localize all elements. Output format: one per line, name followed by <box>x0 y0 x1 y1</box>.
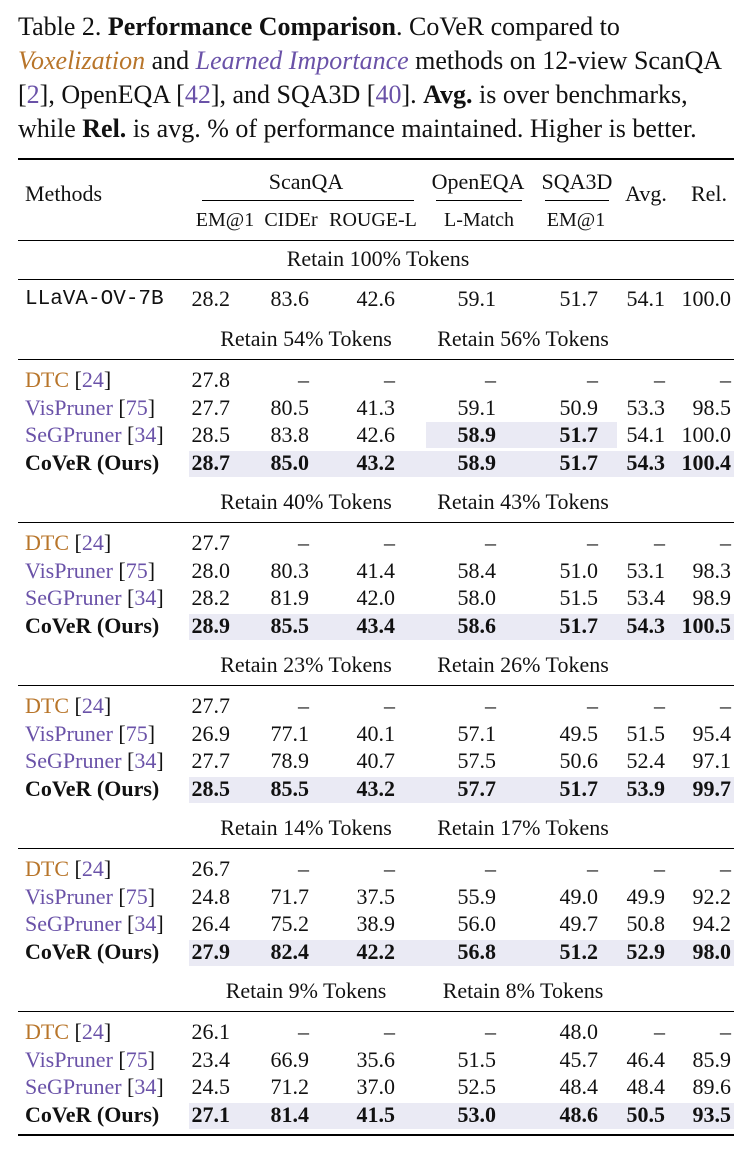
table-cell: 58.9 <box>457 422 496 447</box>
section-label-right: Retain 43% Tokens <box>437 489 609 514</box>
table-cell: 28.2 <box>191 286 230 311</box>
table-cell: 41.3 <box>356 394 395 420</box>
table-cell: 28.9 <box>191 612 230 638</box>
table-cell: 54.1 <box>626 422 665 447</box>
method-label: DTC <box>25 856 69 881</box>
table-cell: 89.6 <box>692 1074 731 1099</box>
table-cell: – <box>384 367 395 392</box>
table-cell: – <box>485 1019 496 1044</box>
header-em1: EM@1 <box>195 209 255 231</box>
citation-link[interactable]: 34 <box>134 748 157 773</box>
table-cell: – <box>298 693 309 718</box>
method-label: DTC <box>25 530 69 555</box>
table-cell: 98.5 <box>692 394 731 420</box>
table-cell: 83.8 <box>270 422 309 447</box>
method-name: DTC [24] <box>25 1019 112 1044</box>
table-cell: 51.7 <box>559 286 598 311</box>
table-cell: 51.5 <box>626 720 665 746</box>
table-cell: – <box>587 856 598 881</box>
header-sqa3d: SQA3D <box>541 169 613 194</box>
table-cell: 77.1 <box>270 720 309 746</box>
citation-link[interactable]: 75 <box>125 1046 148 1072</box>
table-caption: Table 2. Performance Comparison. CoVeR compared to Voxelization and Learned Importance methods on 12-view ScanQA [2], OpenEQA [42], and SQA3D [40]. Avg. is over benchmarks, while Rel. is avg. % of performance maintained. Higher is better. <box>18 12 721 143</box>
table-cell: 26.4 <box>191 911 230 936</box>
table-cell: 78.9 <box>270 748 309 773</box>
method-label: SeGPruner <box>25 585 122 610</box>
section-label-left: Retain 40% Tokens <box>220 489 392 514</box>
method-name: VisPruner [75] <box>25 394 156 420</box>
table-cell: 53.3 <box>626 394 665 420</box>
section-label-right: Retain 17% Tokens <box>437 815 609 840</box>
table-cell: 23.4 <box>191 1046 230 1072</box>
table-cell: 55.9 <box>457 883 496 909</box>
table-cell: 58.4 <box>457 557 496 583</box>
table-cell: 53.1 <box>626 557 665 583</box>
table-cell: – <box>654 693 665 718</box>
method-label: CoVeR (Ours) <box>25 1101 160 1127</box>
table-cell: 27.9 <box>191 938 230 964</box>
table-cell: 42.2 <box>356 938 395 964</box>
header-rel: Rel. <box>690 181 728 206</box>
table-cell: 85.0 <box>270 449 309 475</box>
method-label: CoVeR (Ours) <box>25 775 160 801</box>
method-label: DTC <box>25 1019 69 1044</box>
table-cell: 52.9 <box>626 938 665 964</box>
table-cell: 42.0 <box>356 585 395 610</box>
method-name: VisPruner [75] <box>25 1046 156 1072</box>
citation-link[interactable]: 24 <box>81 1019 104 1044</box>
section-label-left: Retain 54% Tokens <box>220 326 392 351</box>
table-cell: – <box>384 693 395 718</box>
method-name: DTC [24] <box>25 530 112 555</box>
table-cell: 49.5 <box>559 720 598 746</box>
method-label: CoVeR (Ours) <box>25 449 160 475</box>
method-label: SeGPruner <box>25 911 122 936</box>
citation-link[interactable]: 40 <box>375 80 402 109</box>
citation-link[interactable]: 34 <box>134 1074 157 1099</box>
table-cell: 27.7 <box>191 693 230 718</box>
table-cell: 28.2 <box>191 585 230 610</box>
sqa3d-underline <box>545 200 609 201</box>
table-cell: 59.1 <box>457 394 496 420</box>
table-cell: 54.1 <box>626 286 665 311</box>
table-cell: 50.6 <box>559 748 598 773</box>
section-label-left: Retain 23% Tokens <box>220 652 392 677</box>
table-cell: – <box>384 530 395 555</box>
table-cell: 41.5 <box>356 1101 395 1127</box>
table-cell: 27.8 <box>191 367 230 392</box>
table-cell: – <box>384 1019 395 1044</box>
method-label: VisPruner <box>25 557 113 583</box>
table-cell: 26.1 <box>191 1019 230 1044</box>
table-cell: – <box>720 693 731 718</box>
section-label-right: Retain 26% Tokens <box>437 652 609 677</box>
method-label: CoVeR (Ours) <box>25 612 160 638</box>
method-label: DTC <box>25 367 69 392</box>
table-cell: 94.2 <box>692 911 731 936</box>
table-cell: 95.4 <box>692 720 731 746</box>
table-cell: 41.4 <box>356 557 395 583</box>
table-cell: 27.7 <box>191 394 230 420</box>
table-cell: 50.5 <box>626 1101 665 1127</box>
table-cell: 28.5 <box>191 422 230 447</box>
table-cell: 45.7 <box>559 1046 598 1072</box>
table-cell: 51.2 <box>559 938 598 964</box>
table-cell: 51.7 <box>559 422 598 447</box>
header-methods: Methods <box>25 181 102 206</box>
citation-link[interactable]: 24 <box>81 856 104 881</box>
method-name: SeGPruner [34] <box>25 1074 164 1099</box>
table-cell: – <box>298 856 309 881</box>
method-name: SeGPruner [34] <box>25 585 164 610</box>
citation-link[interactable]: 75 <box>125 557 148 583</box>
citation-link[interactable]: 75 <box>125 720 148 746</box>
table-cell: – <box>485 367 496 392</box>
section-rule <box>18 279 734 280</box>
citation-link[interactable]: 34 <box>134 422 157 447</box>
table-cell: 24.8 <box>191 883 230 909</box>
table-cell: 58.9 <box>457 449 496 475</box>
table-cell: 42.6 <box>356 422 395 447</box>
table-cell: 28.5 <box>191 775 230 801</box>
table-cell: 97.1 <box>692 748 731 773</box>
table-cell: 46.4 <box>626 1046 665 1072</box>
section-rule <box>18 359 734 360</box>
table-cell: 48.4 <box>559 1074 598 1099</box>
header-scanqa: ScanQA <box>268 169 344 194</box>
table-cell: 57.7 <box>457 775 496 801</box>
table-cell: – <box>720 1019 731 1044</box>
method-label: VisPruner <box>25 720 113 746</box>
method-label: CoVeR (Ours) <box>25 938 160 964</box>
table-cell: – <box>720 530 731 555</box>
method-label: SeGPruner <box>25 1074 122 1099</box>
table-cell: 50.8 <box>626 911 665 936</box>
table-cell: 98.9 <box>692 585 731 610</box>
caption-label: Table 2. <box>18 12 102 41</box>
table-cell: – <box>384 856 395 881</box>
table-cell: – <box>720 367 731 392</box>
table-cell: 81.4 <box>270 1101 309 1127</box>
method-label: VisPruner <box>25 394 113 420</box>
table-cell: 51.7 <box>559 449 598 475</box>
table-cell: 81.9 <box>270 585 309 610</box>
citation-link[interactable]: 75 <box>125 883 148 909</box>
table-cell: – <box>654 530 665 555</box>
table-cell: 40.1 <box>356 720 395 746</box>
method-name: SeGPruner [34] <box>25 911 164 936</box>
table-cell: – <box>587 693 598 718</box>
table-cell: 53.4 <box>626 585 665 610</box>
table-cell: 51.7 <box>559 775 598 801</box>
method-name: VisPruner [75] <box>25 720 156 746</box>
method-name <box>25 449 159 477</box>
method-name <box>25 612 159 640</box>
table-cell: 24.5 <box>191 1074 230 1099</box>
method-name: SeGPruner [34] <box>25 422 164 447</box>
section-rule <box>18 685 734 686</box>
header-em1-sqa: EM@1 <box>546 209 606 231</box>
table-cell: 51.5 <box>559 585 598 610</box>
citation-link[interactable]: 34 <box>134 911 157 936</box>
method-name <box>25 938 159 966</box>
method-label: DTC <box>25 693 69 718</box>
table-cell: – <box>298 367 309 392</box>
table-cell: – <box>654 856 665 881</box>
table-cell: 28.0 <box>191 557 230 583</box>
section-label-right: Retain 56% Tokens <box>437 326 609 351</box>
table-cell: – <box>654 367 665 392</box>
table-cell: 57.5 <box>457 748 496 773</box>
table-cell: 53.0 <box>457 1101 496 1127</box>
openeqa-underline <box>436 200 522 201</box>
section-label-baseline: Retain 100% Tokens <box>286 246 470 271</box>
table-cell: 57.1 <box>457 720 496 746</box>
table-cell: 58.0 <box>457 585 496 610</box>
method-name: DTC [24] <box>25 367 112 392</box>
table-cell: 27.7 <box>191 530 230 555</box>
table-cell: 71.2 <box>270 1074 309 1099</box>
citation-link[interactable]: 34 <box>134 585 157 610</box>
table-cell: 82.4 <box>270 938 309 964</box>
header-rouge: ROUGE-L <box>329 209 417 231</box>
header-rule <box>18 240 734 241</box>
table-cell: 56.8 <box>457 938 496 964</box>
table-cell: 100.0 <box>681 286 731 311</box>
citation-link[interactable]: 75 <box>125 394 148 420</box>
method-label: VisPruner <box>25 883 113 909</box>
table-cell: 59.1 <box>457 286 496 311</box>
table-cell: 58.6 <box>457 612 496 638</box>
header-cider: CIDEr <box>264 209 318 231</box>
table-cell: 98.3 <box>692 557 731 583</box>
learned-importance-term: Learned Importance <box>195 46 409 75</box>
table-cell: 100.0 <box>681 422 731 447</box>
table-cell: 35.6 <box>356 1046 395 1072</box>
section-label-left: Retain 9% Tokens <box>225 978 387 1003</box>
method-name <box>25 775 159 803</box>
citation-link[interactable]: 24 <box>81 530 104 555</box>
method-name: DTC [24] <box>25 693 112 718</box>
method-label: SeGPruner <box>25 422 122 447</box>
section-rule <box>18 848 734 849</box>
citation-link[interactable]: 24 <box>81 367 104 392</box>
table-cell: – <box>720 856 731 881</box>
table-cell: 42.6 <box>356 286 395 311</box>
table-cell: 98.0 <box>692 938 731 964</box>
table-cell: 49.7 <box>559 911 598 936</box>
table-cell: – <box>485 530 496 555</box>
method-label: VisPruner <box>25 1046 113 1072</box>
table-cell: 52.5 <box>457 1074 496 1099</box>
table-cell: 37.0 <box>356 1074 395 1099</box>
section-label-right: Retain 8% Tokens <box>442 978 604 1003</box>
table-cell: 85.9 <box>692 1046 731 1072</box>
citation-link[interactable]: 2 <box>26 80 40 109</box>
table-cell: 28.7 <box>191 449 230 475</box>
method-name <box>25 1101 159 1129</box>
table-cell: 66.9 <box>270 1046 309 1072</box>
table-cell: 85.5 <box>270 775 309 801</box>
table-cell: 40.7 <box>356 748 395 773</box>
table-cell: 26.7 <box>191 856 230 881</box>
table-cell: 71.7 <box>270 883 309 909</box>
table-cell: – <box>654 1019 665 1044</box>
header-avg: Avg. <box>625 181 667 206</box>
table-cell: 43.2 <box>356 775 395 801</box>
table-cell: – <box>485 693 496 718</box>
caption-title: Performance Comparison <box>107 12 396 41</box>
table-cell: 53.9 <box>626 775 665 801</box>
table-cell: 54.3 <box>626 449 665 475</box>
table-cell: 100.5 <box>681 612 731 638</box>
voxelization-term: Voxelization <box>18 46 146 75</box>
table-cell: 80.3 <box>270 557 309 583</box>
table-cell: 93.5 <box>692 1101 731 1127</box>
table-cell: 80.5 <box>270 394 309 420</box>
table-cell: – <box>587 367 598 392</box>
table-cell: 27.1 <box>191 1101 230 1127</box>
method-name: VisPruner [75] <box>25 883 156 909</box>
table-cell: 50.9 <box>559 394 598 420</box>
header-lmatch: L-Match <box>444 209 514 231</box>
scanqa-underline <box>202 200 414 201</box>
table-cell: 56.0 <box>457 911 496 936</box>
citation-link[interactable]: 42 <box>184 80 211 109</box>
section-rule <box>18 1011 734 1012</box>
table-cell: 51.5 <box>457 1046 496 1072</box>
table-cell: 75.2 <box>270 911 309 936</box>
table-cell: 49.0 <box>559 883 598 909</box>
method-name: VisPruner [75] <box>25 557 156 583</box>
table-cell: 43.2 <box>356 449 395 475</box>
citation-link[interactable]: 24 <box>81 693 104 718</box>
top-rule <box>18 158 734 160</box>
table-cell: – <box>587 530 598 555</box>
table-cell: 38.9 <box>356 911 395 936</box>
table-cell: 48.0 <box>559 1019 598 1044</box>
table-cell: 48.6 <box>559 1101 598 1127</box>
baseline-method: LLaVA-OV-7B <box>25 288 164 311</box>
table-cell: 49.9 <box>626 883 665 909</box>
table-cell: 48.4 <box>626 1074 665 1099</box>
table-cell: 85.5 <box>270 612 309 638</box>
header-openeqa: OpenEQA <box>431 169 525 194</box>
method-name: DTC [24] <box>25 856 112 881</box>
section-rule <box>18 522 734 523</box>
table-cell: 27.7 <box>191 748 230 773</box>
table-cell: 52.4 <box>626 748 665 773</box>
table-cell: 54.3 <box>626 612 665 638</box>
table-cell: 26.9 <box>191 720 230 746</box>
table-cell: – <box>485 856 496 881</box>
table-cell: 92.2 <box>692 883 731 909</box>
table-cell: 100.4 <box>681 449 731 475</box>
table-cell: – <box>298 1019 309 1044</box>
table-cell: 51.7 <box>559 612 598 638</box>
method-name: SeGPruner [34] <box>25 748 164 773</box>
table-cell: 43.4 <box>356 612 395 638</box>
section-label-left: Retain 14% Tokens <box>220 815 392 840</box>
table-cell: 99.7 <box>692 775 731 801</box>
method-label: SeGPruner <box>25 748 122 773</box>
table-cell: 37.5 <box>356 883 395 909</box>
bottom-rule <box>18 1134 734 1136</box>
table-cell: 51.0 <box>559 557 598 583</box>
table-cell: 83.6 <box>270 286 309 311</box>
table-cell: – <box>298 530 309 555</box>
